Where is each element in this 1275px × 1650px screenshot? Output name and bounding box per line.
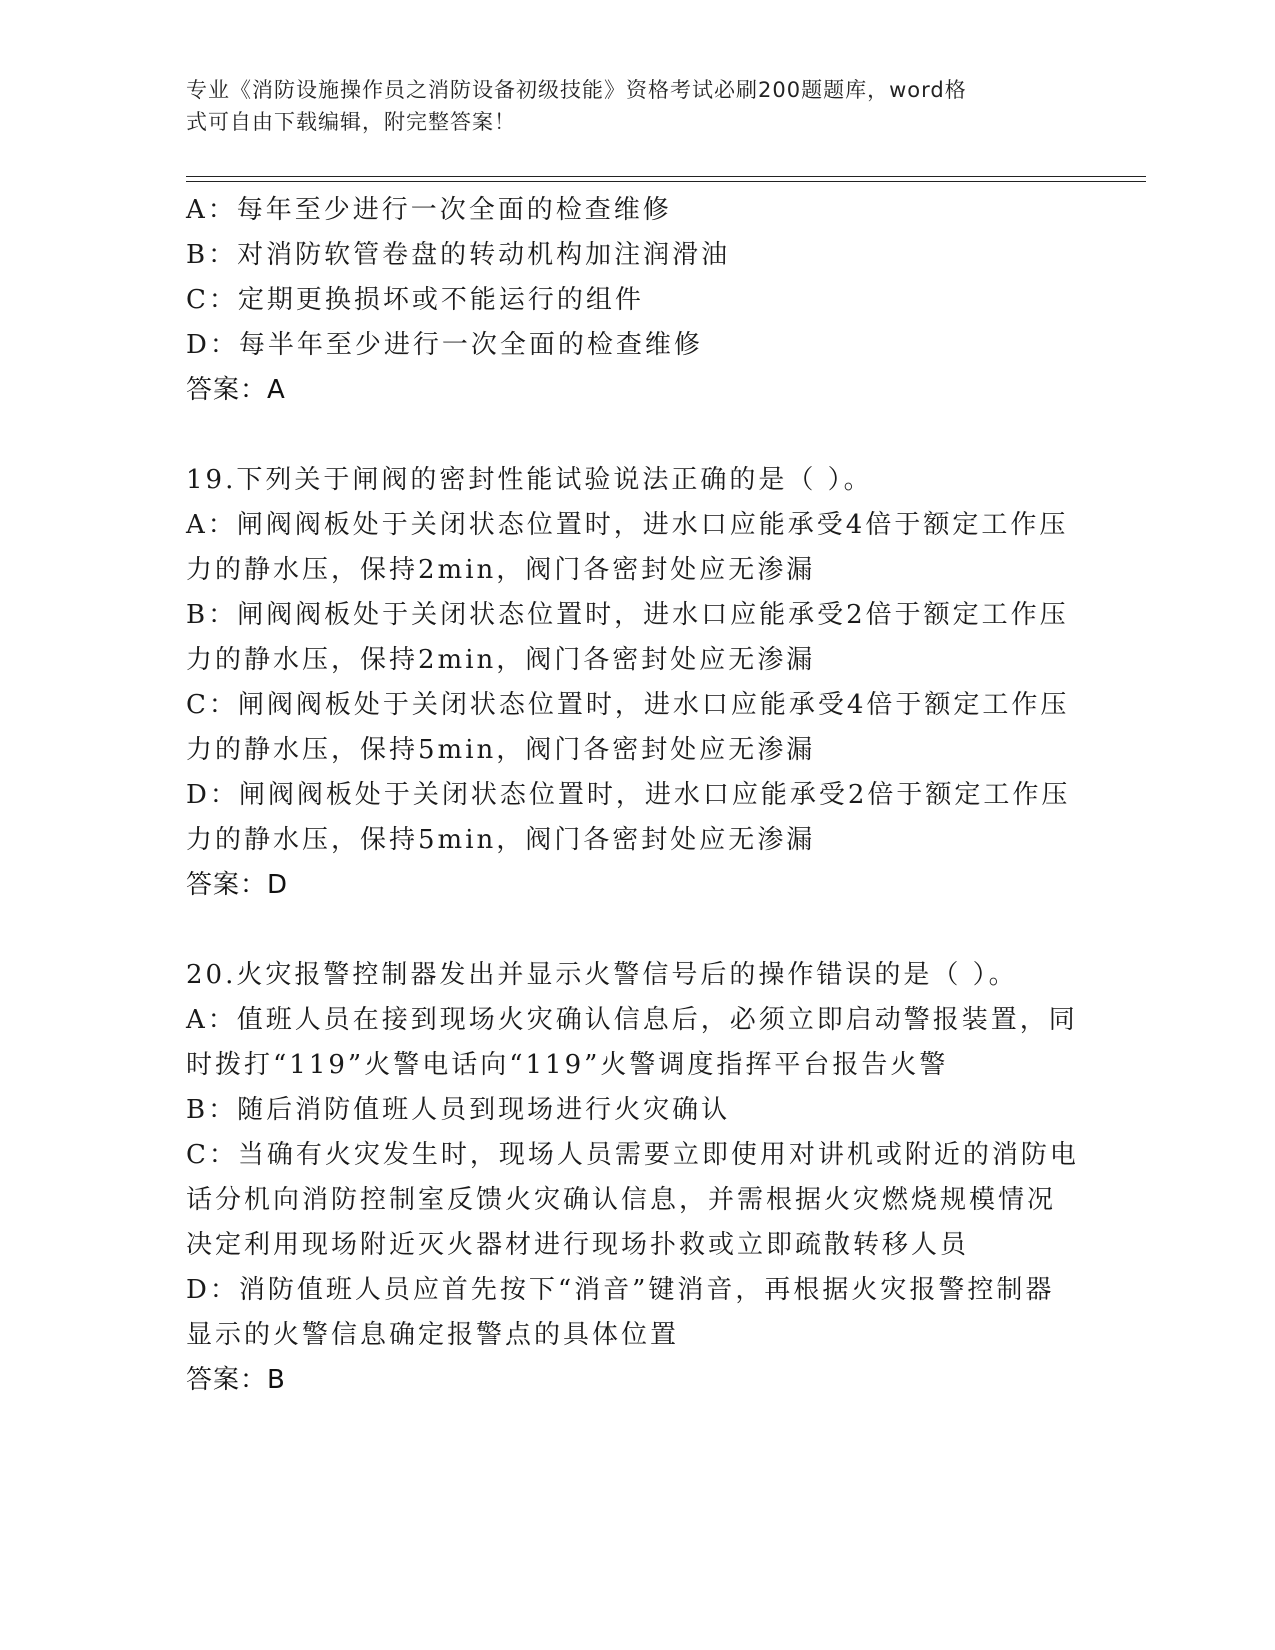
answer-label: 答案：D [186, 870, 289, 900]
option-b: B：闸阀阀板处于关闭状态位置时，进水口应能承受2倍于额定工作压 [186, 600, 1069, 630]
option-c-continued: 话分机向消防控制室反馈火灾确认信息，并需根据火灾燃烧规模情况 [186, 1185, 1057, 1215]
option-a-continued: 力的静水压，保持2min，阀门各密封处应无渗漏 [186, 555, 816, 585]
option-d-continued: 显示的火警信息确定报警点的具体位置 [186, 1320, 680, 1350]
option-c: C：当确有火灾发生时，现场人员需要立即使用对讲机或附近的消防电 [186, 1140, 1079, 1170]
option-c: C：闸阀阀板处于关闭状态位置时，进水口应能承受4倍于额定工作压 [186, 690, 1070, 720]
question-19 [186, 458, 1106, 908]
question-spacer [186, 413, 1106, 458]
answer-label: 答案：A [186, 375, 286, 405]
header-divider-top [186, 176, 1146, 177]
question-spacer [186, 908, 1106, 953]
question-content [186, 188, 1106, 1403]
question-text: 20.火灾报警控制器发出并显示火警信号后的操作错误的是（ ）。 [186, 960, 1018, 990]
option-b: B：对消防软管卷盘的转动机构加注润滑油 [186, 240, 731, 270]
header-line-2: 式可自由下载编辑，附完整答案！ [186, 110, 516, 134]
option-d: D：消防值班人员应首先按下“消音”键消音，再根据火灾报警控制器 [186, 1275, 1055, 1305]
option-b: B：随后消防值班人员到现场进行火灾确认 [186, 1095, 731, 1125]
document-header [186, 74, 1056, 138]
answer-label: 答案：B [186, 1365, 286, 1395]
option-c: C：定期更换损坏或不能运行的组件 [186, 285, 644, 315]
question-20 [186, 953, 1106, 1403]
option-d: D：每半年至少进行一次全面的检查维修 [186, 330, 703, 360]
header-line-1: 专业《消防设施操作员之消防设备初级技能》资格考试必刷200题题库，word格 [186, 78, 967, 102]
option-d: D：闸阀阀板处于关闭状态位置时，进水口应能承受2倍于额定工作压 [186, 780, 1071, 810]
option-a: A：每年至少进行一次全面的检查维修 [186, 195, 672, 225]
option-a: A：闸阀阀板处于关闭状态位置时，进水口应能承受4倍于额定工作压 [186, 510, 1069, 540]
question-text: 19.下列关于闸阀的密封性能试验说法正确的是（ ）。 [186, 465, 873, 495]
option-c-continued-2: 决定利用现场附近灭火器材进行现场扑救或立即疏散转移人员 [186, 1230, 970, 1260]
option-b-continued: 力的静水压，保持2min，阀门各密封处应无渗漏 [186, 645, 816, 675]
option-a-continued: 时拨打“119”火警电话向“119”火警调度指挥平台报告火警 [186, 1050, 949, 1080]
option-d-continued: 力的静水压，保持5min，阀门各密封处应无渗漏 [186, 825, 816, 855]
option-c-continued: 力的静水压，保持5min，阀门各密封处应无渗漏 [186, 735, 816, 765]
option-a: A：值班人员在接到现场火灾确认信息后，必须立即启动警报装置，同 [186, 1005, 1078, 1035]
question-18 [186, 188, 1106, 413]
header-divider-bottom [186, 181, 1146, 182]
